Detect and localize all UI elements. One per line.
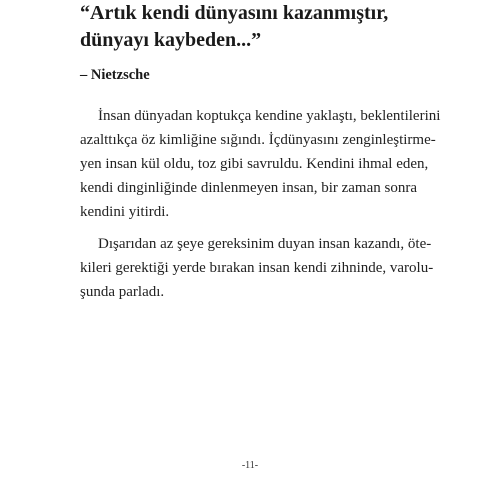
paragraph-line: kileri gerektiği yerde bırakan insan kendi zihninde, varolu- bbox=[80, 260, 434, 276]
epigraph-attribution: – Nietzsche bbox=[80, 67, 150, 83]
epigraph-quote-line: “Artık kendi dünyasını kazanmıştır, bbox=[80, 2, 389, 24]
paragraph-line: kendi dinginliğinde dinlenmeyen insan, bir zaman sonra bbox=[80, 180, 418, 196]
epigraph-quote-line: dünyayı kaybeden...” bbox=[80, 29, 262, 51]
body-paragraph bbox=[80, 232, 434, 304]
paragraph-line: azalttıkça öz kimliğine sığındı. İçdünyasını zenginleştirme- bbox=[80, 132, 436, 148]
paragraph-line: Dışarıdan az şeye gereksinim duyan insan kazandı, öte- bbox=[98, 236, 432, 252]
paragraph-line: İnsan dünyadan koptukça kendine yaklaştı, beklentilerini bbox=[98, 108, 441, 124]
paragraph-line: yen insan kül oldu, toz gibi savruldu. Kendini ihmal eden, bbox=[80, 156, 429, 172]
body-paragraph bbox=[80, 104, 441, 224]
paragraph-line: şunda parladı. bbox=[80, 284, 165, 300]
page-number: -11- bbox=[241, 460, 259, 471]
epigraph-quote bbox=[80, 0, 420, 54]
paragraph-line: kendini yitirdi. bbox=[80, 204, 170, 220]
